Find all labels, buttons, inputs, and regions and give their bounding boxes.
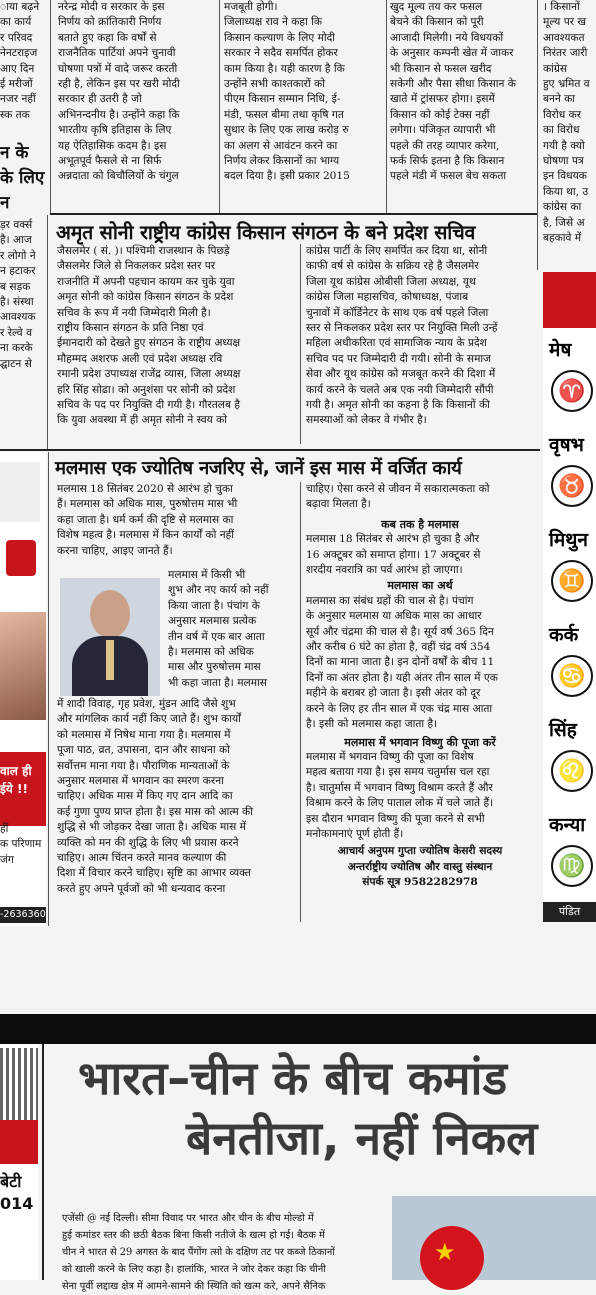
text-line: मनोकामनाएं पूर्ण होती हैं। xyxy=(306,827,404,840)
bottom-left-panel xyxy=(0,1044,38,1280)
text-line: ाया बढ़ने xyxy=(0,1,40,13)
top-left-fragments xyxy=(0,0,46,214)
zodiac-symbol-icon: ♌ xyxy=(551,750,593,792)
text-line: महिला अधीकरिता एवं सामाजिक न्याय के प्रदेश xyxy=(306,337,487,350)
text-line: सुधार के लिए एक लाख करोड़ रु xyxy=(224,124,349,137)
text-line: भारतीय कृषि इतिहास के लिए xyxy=(58,124,172,137)
article2-headline: मलमास एक ज्योतिष नजरिए से, जानें इस मास में वर्जित कार्य xyxy=(55,458,462,479)
text-line: जिला यूथ कांग्रेस ओबीसी जिला अध्यक्ष, यूथ xyxy=(306,275,476,288)
text-line: सचिव के रूप में नयी जिम्मेदारी मिली है। xyxy=(57,306,211,319)
text-line: भी किसान से फसल खरीद xyxy=(390,62,492,75)
text-line: अनुसार मलमास प्रत्येक xyxy=(168,615,257,628)
text-line: इस दौरान भगवान विष्णु की पूजा करने से सभी xyxy=(306,812,485,825)
text-line: उन्होंने सभी काश्तकारों को xyxy=(224,78,325,91)
text-line: कांग्रेस xyxy=(543,62,568,75)
text-line: र रेल्वे व xyxy=(0,326,32,339)
zodiac-symbol-icon: ♊ xyxy=(551,560,593,602)
article1-column-2 xyxy=(306,244,534,444)
text-line: किया था, उ xyxy=(543,185,589,198)
headline-fragment: के लिए xyxy=(0,168,45,189)
zodiac-panel xyxy=(543,272,596,922)
text-line: हैं। मलमास को अधिक मास, पुरुषोत्तम मास भी xyxy=(57,498,238,511)
text-line: करना चाहिए, आइए जानते हैं। xyxy=(57,544,173,557)
text-line: करने के लिए हर तीन साल में एक चंद्र मास आता xyxy=(306,702,493,715)
text-line: मलमास 18 सितंबर से आरंभ हो चुका है और xyxy=(306,533,480,546)
text-line: का विरोध xyxy=(543,124,580,137)
left-phone: -2636360 xyxy=(0,907,46,923)
flag-star-icon: ★ xyxy=(434,1238,456,1266)
zodiac-sign-name: मिथुन xyxy=(549,529,588,551)
text-line: दिनों का माना जाता है। इन दोनों वर्षों के बीच 11 xyxy=(306,656,495,669)
text-line: दिशा में विचार करने चाहिए। सृष्टि का आभार व्यक्त xyxy=(57,867,251,880)
text-line: शरदीय नवरात्रि का पर्व आरंभ हो जाएगा। xyxy=(306,564,463,577)
text-line: सरकार ने सदैव समर्पित होकर xyxy=(224,47,338,60)
text-line: आए दिन xyxy=(0,62,35,75)
text-line: लगेगा। पंजिकृत व्यापारी भी xyxy=(390,124,496,137)
zodiac-symbol-icon: ♈ xyxy=(551,370,593,412)
text-line: चुनावों में कॉर्डिनेटर के साथ एक वर्ष पहले जिला xyxy=(306,306,489,319)
text-line: र लोगो ने xyxy=(0,249,36,262)
text-line: नेनटराइज xyxy=(0,47,38,60)
text-line: काम किया है। यही कारण है कि xyxy=(224,62,345,75)
text-line: सूर्य और चंद्रमा की चाल से है। सूर्य वर्ष 365 दिन xyxy=(306,625,494,638)
text-line: विश्राम करने के लिए पाताल लोक में चले जाते हैं। xyxy=(306,797,494,810)
zodiac-sign xyxy=(543,427,596,522)
text-line: आजादी मिलेगी। नये विधयकों xyxy=(390,31,504,44)
text-line: है, जिसे अ xyxy=(543,216,585,229)
text-line: हरि सिंह सोढा। को अनुशंसा पर सोनी को प्रदेश xyxy=(57,383,236,396)
text-line: मलमास में भगवान विष्णु की पूजा का विशेष xyxy=(306,750,474,763)
zodiac-footer: पंडित xyxy=(543,902,596,922)
text-line: किसान को कोई टेक्स नहीं xyxy=(390,108,490,121)
text-line: विशेष महत्व है। मलमास में किन कार्यों को नहीं xyxy=(57,529,234,542)
text-line: महीने के बराबर हो जाता है। इसी अंतर को दूर xyxy=(306,687,481,700)
text-line: चाहिए। आत्म चिंतन करते मानव कल्याण की xyxy=(57,852,227,865)
bottom-left-text-2: 014 xyxy=(0,1194,34,1213)
text-line: शुभ और नए कार्य को नहीं xyxy=(168,584,269,597)
top-article-column-3 xyxy=(390,0,530,212)
text-line: राजनीति में अपनी पहचान कायम कर चुके युवा xyxy=(57,275,235,288)
text-line: खाते में ट्रांसफर होगा। इसमें xyxy=(390,93,495,106)
text-line: घोषणा पत्र xyxy=(543,155,584,168)
left-footer-text xyxy=(0,822,46,868)
text-line: ब सड़क xyxy=(0,280,31,293)
text-line: क परिणाम xyxy=(0,838,42,851)
zodiac-sign-name: वृषभ xyxy=(549,434,584,456)
text-line: पहले मंडी में फसल बेच सकता xyxy=(390,170,507,183)
text-line: सचिव के पद पर नियुक्ति दी गयी है। गौरतलब है xyxy=(57,399,240,412)
text-line: आवश्यक xyxy=(0,311,36,324)
text-line: कांग्रेस पार्टी के लिए समर्पित कर दिया था, सोनी xyxy=(306,245,488,257)
text-line: और मांगलिक कार्य नहीं किए जाते हैं। शुभ कार्यों xyxy=(57,713,241,726)
text-line: पीएम किसान सम्मान निधि, ई- xyxy=(224,93,341,106)
text-line: निर्णय को क्रांतिकारी निर्णय xyxy=(58,16,162,29)
bottom-headline-1: भारत–चीन के बीच कमांड xyxy=(78,1051,508,1105)
text-line: को खाली करने के लिए कहा है। हालांकि, भारत ने जोर देकर कहा कि चीनी xyxy=(62,1264,326,1275)
top-right-column-fragment xyxy=(543,0,596,270)
text-line: विरोध कर xyxy=(543,108,582,121)
text-line: शुद्धि से भी जोड़कर देखा जाता है। अधिक मास में xyxy=(57,821,246,834)
subheading-meaning: मलमास का अर्थ xyxy=(387,579,453,593)
text-line: है। मलमास को अधिक xyxy=(168,646,254,659)
text-line: जिलाध्यक्ष राव ने कहा कि xyxy=(224,16,322,29)
text-line: निरंतर जारी xyxy=(543,47,588,60)
article2-side-text xyxy=(168,568,293,696)
text-line: बताते हुए कहा कि वर्षों से xyxy=(58,31,157,44)
text-line: किसान कल्याण के लिए मोदी xyxy=(224,31,336,44)
author-line: आचार्य अनुपम गुप्ता ज्योतिष केसरी सदस्य xyxy=(337,845,503,858)
text-line: र परिवद xyxy=(0,31,33,44)
text-line: व्यक्ति को मन की शुद्धि के लिए भी प्रयास करने xyxy=(57,836,239,849)
text-line: मौहम्मद अशरफ अली एवं प्रदेश अध्यक्ष रवि xyxy=(57,352,223,365)
subheading-vishnu-puja: मलमास में भगवान विष्णु की पूजा करें xyxy=(344,735,496,749)
text-line: । किसानों xyxy=(543,1,580,13)
text-line: मजबूती होगी। xyxy=(224,1,278,13)
text-line: ईमानदारी को देखते हुए संगठन के राष्ट्रीय अध्यक्ष xyxy=(57,337,241,350)
text-line: बनने का xyxy=(543,93,576,106)
text-line: स्क तक xyxy=(0,108,30,121)
left-strip xyxy=(0,218,44,448)
author-photo xyxy=(60,578,160,696)
text-line: सरकार ही उतरी है जो xyxy=(58,93,142,106)
text-line: है। संस्था xyxy=(0,296,34,309)
author-line: अन्तर्राष्ट्रीय ज्योतिष और वास्तु संस्थान xyxy=(347,860,493,873)
zodiac-sign xyxy=(543,332,596,427)
text-line: बढ़ावा मिलता है। xyxy=(306,498,371,511)
text-line: तीन वर्ष में एक बार आता xyxy=(168,630,265,643)
zodiac-symbol-icon: ♋ xyxy=(551,655,593,697)
text-line: स्तर से निकलकर प्रदेश स्तर पर नियुक्ति मिली उन्हें xyxy=(306,322,498,335)
text-line: अन्नदाता को बिचौलियों के चंगुल xyxy=(58,170,179,183)
top-article-column-1 xyxy=(58,0,213,212)
zodiac-symbol-icon: ♍ xyxy=(551,845,593,887)
text-line: है। आज xyxy=(0,234,32,247)
text-line: हुई कमांडर स्तर की छठी बैठक बिना किसी नतीजे के खत्म हो गई। बैठक में xyxy=(62,1230,325,1241)
text-line: चाहिए। अधिक मास में किए गए दान आदि का xyxy=(57,790,233,803)
text-line: मलमास में किसी भी xyxy=(168,569,246,581)
text-line: के अनुसार मलमास या अधिक मास का आधार xyxy=(306,610,482,623)
zodiac-sign-name: कर्क xyxy=(549,624,579,646)
text-line: है। इसी को मलमास कहा जाता है। xyxy=(306,718,438,731)
text-line: ड़र वर्क्स xyxy=(0,219,33,231)
text-line: पूजा पाठ, व्रत, उपासना, दान और साधना को xyxy=(57,744,230,757)
text-line: सेवा और यूथ कांग्रेस को मजबूत करने की दिशा में xyxy=(306,368,496,381)
zodiac-sign-name: कन्या xyxy=(549,814,586,836)
text-line: हीं xyxy=(0,823,9,835)
text-line: जंग xyxy=(0,853,14,866)
text-line: के अनुसार कम्पनी खेत में जाकर xyxy=(390,47,514,60)
text-line: करते हुए अपने पूर्वजों को भी धन्यवाद करना xyxy=(57,882,226,895)
headline-fragment: न xyxy=(0,193,10,214)
author-line: संपर्क सूत्र 9582282978 xyxy=(362,876,478,889)
text-line: घोषणा पत्रों में वादे जरूर करती xyxy=(58,62,178,75)
text-line: कहा जाता है। धर्म कर्म की दृष्टि से मलमास का xyxy=(57,513,234,526)
text-line: अनुसार मलमास में भगवान का स्मरण करना xyxy=(57,775,224,788)
text-line: मास और पुरुषोत्तम मास xyxy=(168,661,261,674)
text-line: और करीब 6 घंटे का होता है, वहीं चंद्र वर्ष 354 xyxy=(306,641,491,654)
text-line: को मलमास में निषेध माना गया है। मलमास में xyxy=(57,728,231,741)
article1-headline: अमृत सोनी राष्ट्रीय कांग्रेस किसान संगठन के बने प्रदेश सचिव xyxy=(56,221,476,244)
text-line: निर्णय लेकर किसानों का भाग्य xyxy=(224,155,340,168)
text-line: रही है, लेकिन इस पर खरी मोदी xyxy=(58,78,180,91)
text-line: ना करके xyxy=(0,342,33,355)
text-line: महत्व बताया गया है। इस समय चतुर्मास चल रहा xyxy=(306,766,490,779)
text-line: का अलग से आवंटन करने का xyxy=(224,139,338,152)
promo-line: ईये !! xyxy=(0,782,28,796)
text-line: द्घाटन से xyxy=(0,357,32,370)
text-line: ई मरीजों xyxy=(0,78,33,91)
promo-line: वाल ही xyxy=(0,764,32,778)
bottom-article-body xyxy=(62,1210,382,1292)
text-line: चीन ने भारत से 29 अगस्त के बाद पैंगोंग त्सो के दक्षिण तट पर कब्जे ठिकानों xyxy=(62,1247,335,1258)
zodiac-sign-name: मेष xyxy=(549,339,572,361)
text-line: यह ऐतिहासिक कदम है। इस xyxy=(58,139,167,152)
bottom-photo xyxy=(392,1196,596,1280)
text-line: गयी है क्यो xyxy=(543,139,585,152)
page-gap xyxy=(0,926,596,1014)
article2-main-text xyxy=(57,697,293,925)
text-line: अमृत सोनी को कांग्रेस किसान संगठन के प्रदेश xyxy=(57,291,234,304)
text-line: कि युवा अवस्था में ही अमृत सोनी ने स्वय को xyxy=(57,414,227,427)
promo-banner xyxy=(0,752,46,826)
text-line: न हटाकर xyxy=(0,265,36,278)
article2-intro xyxy=(57,482,293,564)
text-line: किया जाता है। पंचांग के xyxy=(168,599,260,612)
text-line: दिनों का अंतर होता है। यही अंतर तीन साल में एक xyxy=(306,671,498,684)
text-line: 16 अक्टूबर को समाप्त होगा। 17 अक्टूबर से xyxy=(306,548,481,561)
text-line: अभिनन्दनीय है। उन्होंने कहा कि xyxy=(58,108,180,121)
text-line: आवश्यकत xyxy=(543,31,585,44)
text-line: बहकावे में xyxy=(543,232,582,245)
text-line: मंडी, फसल बीमा तथा कृषि गत xyxy=(224,108,344,121)
zodiac-sign-name: सिंह xyxy=(549,719,577,741)
bottom-top-rule xyxy=(0,1014,596,1044)
text-line: जैसलमेर ( सं. )। पश्चिमी राजस्थान के पिछड़े xyxy=(57,245,230,257)
text-line: कांग्रेस जिला महासचिव, कोषाध्यक्ष, पंजाब xyxy=(306,291,469,304)
text-line: बदल दिया है। इसी प्रकार 2015 xyxy=(224,170,350,183)
text-line: मलमास का संबंध ग्रहों की चाल से है। पंचांग xyxy=(306,594,474,607)
text-line: फर्क सिर्फ इतना है कि किसान xyxy=(390,155,505,168)
text-line: भी कहा जाता है। मलमास xyxy=(168,676,267,689)
text-line: अभूतपूर्व फैसले से ना सिर्फ xyxy=(58,155,162,168)
text-line: जैसलमेर जिले से निकलकर प्रदेश स्तर पर xyxy=(57,260,216,273)
left-ad-strip xyxy=(0,452,46,926)
zodiac-sign xyxy=(543,522,596,617)
text-line: समस्याओं को लेकर वे गंभीर है। xyxy=(306,414,427,427)
bottom-left-text-1: बेटी xyxy=(0,1172,22,1191)
text-line: सकेगी और पैसा सीधा किसान के xyxy=(390,78,516,91)
text-line: कार्य करने के चलते अब एक नयी जिम्मेदारी सौंपी xyxy=(306,383,494,396)
bottom-headline-2: बेनतीजा, नहीं निकल xyxy=(186,1111,538,1165)
zodiac-symbol-icon: ♉ xyxy=(551,465,593,507)
text-line: सर्वोत्तम माना गया है। पौराणिक मान्यताओं के xyxy=(57,759,230,772)
text-line: नरेन्द्र मोदी व सरकार के इस xyxy=(58,1,165,13)
top-article-column-2 xyxy=(224,0,381,212)
headline-fragment: न के xyxy=(0,143,29,164)
text-line: चाहिए। ऐसा करने से जीवन में सकारात्मकता को xyxy=(306,483,490,495)
text-line: सेना पूर्वी लद्दाख क्षेत्र में आमने-सामने की स्थिति को खत्म करे, अपने सैनिक xyxy=(62,1281,326,1292)
subheading-duration: कब तक है मलमास xyxy=(381,517,459,531)
text-line: कई गुणा पुण्य प्राप्त होता है। इस मास को आत्म की xyxy=(57,805,253,818)
text-line: रमानी प्रदेश उपाध्यक्ष राजेंद्र व्यास, जिला अध्यक्ष xyxy=(57,368,241,381)
text-line: इन विधयक xyxy=(543,170,587,183)
text-line: कांग्रेस का xyxy=(543,201,582,214)
text-line: का कार्य xyxy=(0,16,32,29)
text-line: एजेंसी @ नई दिल्ली। सीमा विवाद पर भारत और चीन के बीच मोल्डो में xyxy=(62,1213,314,1224)
text-line: में शादी विवाह, गृह प्रवेश, मुंडन आदि जैसे शुभ xyxy=(57,698,236,710)
text-line: काफी वर्ष से कांग्रेस के सक्रिय रहे है जैसलमेर xyxy=(306,260,479,273)
text-line: पहले की तरह व्यापार करेगा, xyxy=(390,139,500,152)
text-line: सचिव पद पर जिम्मेदारी दी गयी। सोनी के समाज xyxy=(306,352,492,365)
text-line: मलमास 18 सितंबर 2020 से आरंभ हो चुका xyxy=(57,483,233,495)
text-line: राष्ट्रीय किसान संगठन के प्रति निष्ठा एवं xyxy=(57,322,204,335)
zodiac-sign xyxy=(543,712,596,807)
text-line: खुद मूल्य तय कर फसल xyxy=(390,1,483,13)
article2-column-2 xyxy=(306,482,534,924)
text-line: नजर नहीं xyxy=(0,93,36,106)
article1-column-1 xyxy=(57,244,294,444)
zodiac-sign xyxy=(543,617,596,712)
text-line: है। चातुर्मास में भगवान विष्णु विश्राम करते हैं और xyxy=(306,781,493,794)
promo-photo xyxy=(0,612,46,720)
text-line: हुए भ्रमित व xyxy=(543,78,590,91)
text-line: राजनैतिक पार्टियां अपने चुनावी xyxy=(58,47,176,60)
text-line: बेचने की किसान को पूरी xyxy=(390,16,484,29)
text-line: मूल्य पर ख xyxy=(543,16,587,29)
red-logo-mark xyxy=(6,540,36,576)
text-line: गयी है। अमृत सोनी का कहना है कि किसानों की xyxy=(306,399,490,412)
zodiac-sign xyxy=(543,807,596,902)
